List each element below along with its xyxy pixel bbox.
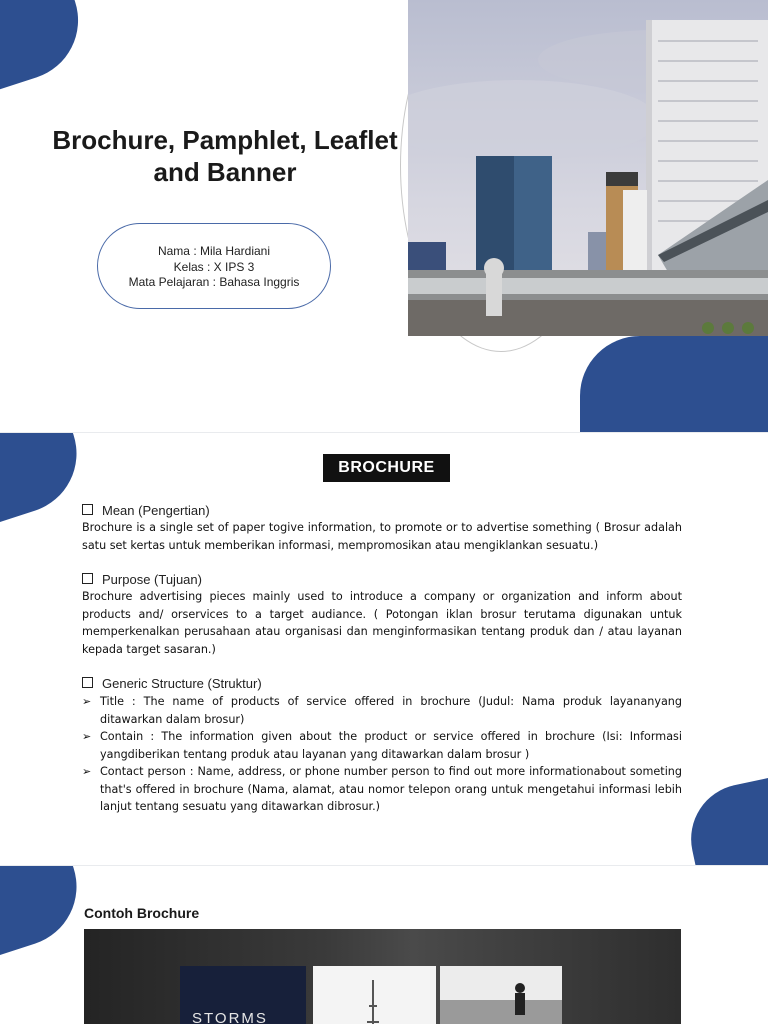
mean-text: Brochure is a single set of paper togive information, to promote or to advertise something ( Brosur adalah satu set kertas untuk memberikan informasi, mempromosikan atau mengiklankan sesuatu.): [82, 521, 682, 552]
corner-blob-top-left: [0, 866, 92, 962]
city-illustration: [408, 0, 768, 336]
student-name: Nama : Mila Hardiani: [157, 244, 271, 258]
corner-blob-top-left: [0, 433, 92, 529]
list-item-text: Contact person : Name, address, or phone number person to find out more informationabout someting that's offered in brochure (Nama, alamat, atau nomor telepon orang untuk mengetahui informasi lebih lanjut tentang sesuatu yang ditawarkan dibrosur.): [100, 765, 682, 813]
brochure-slide: [0, 433, 768, 865]
arrow-bullet-icon: ➢: [82, 695, 92, 708]
list-item-text: Title : The name of products of service offered in brochure (Judul: Nama produk layananyang ditawarkan dalam brosur): [100, 695, 682, 726]
list-item: [82, 693, 682, 728]
list-item-text: Contain : The information given about the product or service offered in brochure (Isi: Informasi yangdiberikan tentang produk atau layanan yang ditawarkan dalam brosur ): [100, 730, 682, 761]
corner-blob-bottom-right: [681, 772, 768, 865]
brochure-panel-right: [440, 966, 562, 1024]
student-info-pill: [97, 223, 331, 309]
example-slide: [0, 866, 768, 1024]
brochure-cover-text: STORMS: [192, 1010, 268, 1024]
student-class: Kelas : X IPS 3: [173, 259, 255, 274]
tower-icon: [313, 966, 436, 1024]
checkbox-bullet-icon: [82, 573, 93, 584]
brochure-panel-cover: [180, 966, 306, 1024]
purpose-text: Brochure advertising pieces mainly used to introduce a company or organization and inform about products and/ orservices to a target audiance. ( Potongan iklan brosur terutama digunakan untuk memperkenalkan perusahaan atau organisasi dan menginformasikan tentang produk dan / atau layanan kepada target sasaran.): [82, 590, 682, 656]
arrow-bullet-icon: ➢: [82, 765, 92, 778]
brochure-example-photo: [84, 929, 681, 1024]
title-line-2: and Banner: [153, 157, 297, 187]
student-subject: Mata Pelajaran : Bahasa Inggris: [128, 275, 300, 289]
section-badge: BROCHURE: [323, 454, 450, 482]
corner-blob-bottom-right: [580, 336, 768, 432]
checkbox-bullet-icon: [82, 677, 93, 688]
checkbox-bullet-icon: [82, 504, 93, 515]
brochure-panel-middle: [313, 966, 436, 1024]
list-item: [82, 728, 682, 763]
example-heading: Contoh Brochure: [84, 905, 200, 921]
mean-heading: [82, 503, 210, 518]
structure-heading: [82, 676, 262, 691]
purpose-heading: [82, 572, 202, 587]
structure-heading-label: Generic Structure (Struktur): [102, 676, 262, 691]
title-slide: [0, 0, 768, 432]
corner-blob-top-left: [0, 0, 94, 95]
arrow-bullet-icon: ➢: [82, 730, 92, 743]
city-buildings-photo: [408, 0, 768, 336]
mean-heading-label: Mean (Pengertian): [102, 503, 210, 518]
purpose-heading-label: Purpose (Tujuan): [102, 572, 202, 587]
list-item: [82, 763, 682, 816]
page-title: [20, 124, 430, 188]
structure-list: [82, 693, 682, 816]
title-line-1: Brochure, Pamphlet, Leaflet: [52, 125, 398, 155]
person-landscape-icon: [440, 966, 562, 1024]
